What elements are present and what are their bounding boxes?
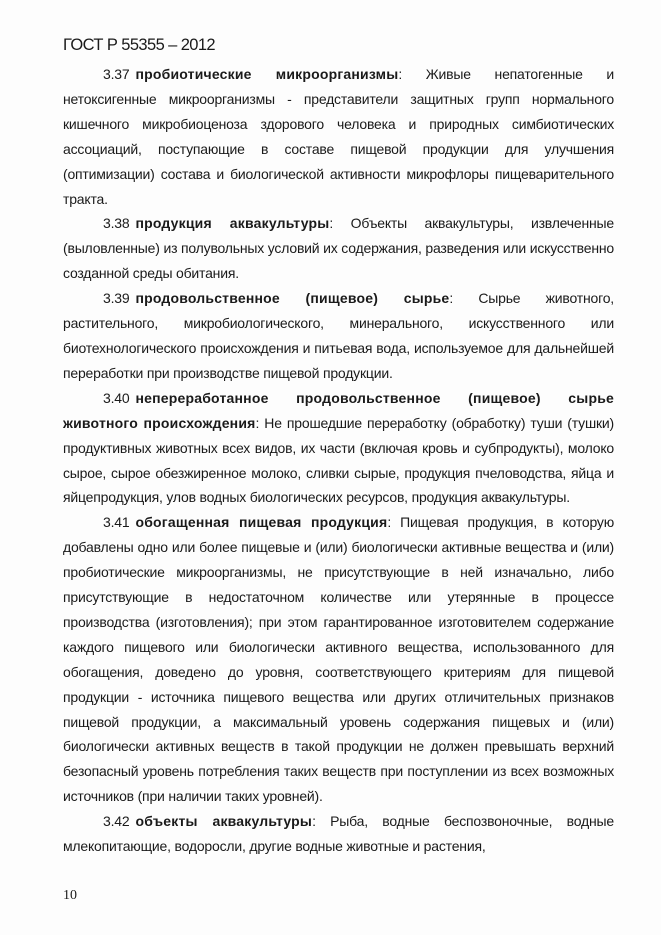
definition-3-41	[63, 510, 614, 809]
page-number: 10	[63, 888, 77, 903]
document-header: ГОСТ Р 55355 – 2012	[63, 36, 215, 54]
definition-3-42	[63, 809, 614, 859]
definition-text: Живые непатогенные и нетоксигенные микроорганизмы - представители защитных групп нормального кишечного микробиоценоза здорового человека и природных симбиотических ассоциаций, поступающие в составе пищевой продукции для улучшения (оптимизации) состава и биологической активности микрофлоры пищеварительного тракта.	[63, 66, 614, 207]
definition-text: Рыба, водные беспозвоночные, водные млекопитающие, водоросли, другие водные животные и растения,	[63, 813, 614, 855]
term: непереработанное продовольственное (пищевое) сырье животного происхождения	[63, 389, 614, 431]
separator: :	[312, 813, 316, 830]
clause-number: 3.37	[103, 66, 130, 82]
definition-3-38	[63, 211, 614, 286]
term: объекты аквакультуры	[135, 813, 313, 830]
separator: :	[255, 414, 260, 431]
term: пробиотические микроорганизмы	[135, 66, 399, 82]
clause-number: 3.42	[103, 813, 130, 830]
clause-number: 3.38	[103, 215, 130, 232]
definition-3-39	[63, 286, 614, 386]
clause-number: 3.41	[103, 514, 130, 531]
separator: :	[329, 215, 334, 232]
separator: :	[449, 290, 454, 307]
term: продовольственное (пищевое) сырье	[135, 290, 450, 307]
clause-number: 3.40	[103, 389, 130, 406]
definition-text: Объекты аквакультуры, извлеченные (выловленные) из полувольных условий их содержания, разведения или искусственно созданной среды обитания.	[63, 215, 614, 282]
term: продукция аквакультуры	[135, 215, 330, 232]
separator: :	[387, 514, 392, 531]
definition-text: Не прошедшие переработку (обработку) туши (тушки) продуктивных животных всех видов, их части (включая кровь и субпродукты), молоко сырое, сырое обезжиренное молоко, сливки сырые, продукция пчеловодства, яйца и яйцепродукция, улов водных биологических ресурсов, продукция аквакультуры.	[63, 414, 614, 506]
clause-number: 3.39	[103, 290, 130, 307]
definition-text: Сырье животного, растительного, микробиологического, минерального, искусственного или биотехнологического происхождения и питьевая вода, используемое для дальнейшей переработки при производстве пищевой продукции.	[63, 290, 614, 381]
definition-3-37	[63, 62, 614, 211]
separator: :	[398, 66, 403, 82]
term: обогащенная пищевая продукция	[135, 514, 388, 531]
document-body	[63, 62, 614, 859]
definition-text: Пищевая продукция, в которую добавлены одно или более пищевые и (или) биологически активные вещества и (или) пробиотические микроорганизмы, не присутствующие в ней изначально, либо присутствующие в недостаточном количестве или утерянные в процессе производства (изготовления); при этом гарантированное изготовителем содержание каждого пищевого или биологически активного вещества, использованного для обогащения, доведено до уровня, соответствующего критериям для пищевой продукции - источника пищевого вещества или других отличительных признаков пищевой продукции, а максимальный уровень содержания пищевых и (или) биологически активных веществ в такой продукции не должен превышать верхний безопасный уровень потребления таких веществ при поступлении из всех возможных источников (при наличии таких уровней).	[63, 514, 614, 805]
definition-3-40	[63, 386, 614, 511]
